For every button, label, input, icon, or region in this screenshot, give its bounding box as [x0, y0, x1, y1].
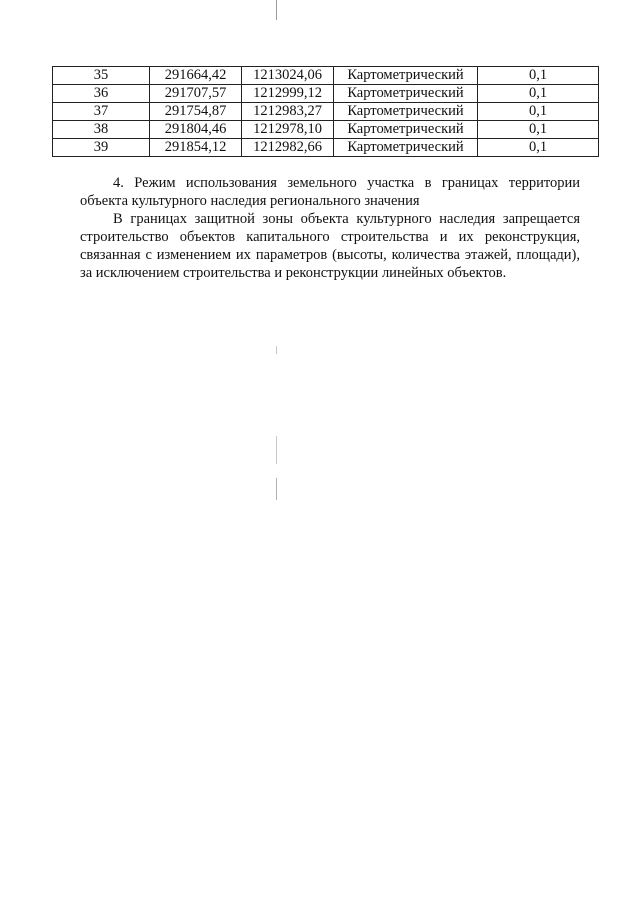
accuracy-cell: 0,1 — [478, 121, 599, 139]
method-cell: Картометрический — [334, 139, 478, 157]
accuracy-cell: 0,1 — [478, 85, 599, 103]
table-row — [53, 67, 599, 85]
x-coordinate-cell: 291804,46 — [150, 121, 242, 139]
method-cell: Картометрический — [334, 85, 478, 103]
accuracy-cell: 0,1 — [478, 67, 599, 85]
accuracy-cell: 0,1 — [478, 103, 599, 121]
method-cell: Картометрический — [334, 103, 478, 121]
point-number-cell: 35 — [53, 67, 150, 85]
method-cell: Картометрический — [334, 67, 478, 85]
section-paragraph: В границах защитной зоны объекта культурного наследия запрещается строительство объектов капитального строительства и их реконструкция, связанная с изменением их параметров (высоты, количества этажей, площади), за исключением строительства и реконструкции линейных объектов. — [80, 211, 580, 281]
point-number-cell: 38 — [53, 121, 150, 139]
table-row — [53, 103, 599, 121]
document-body — [80, 174, 580, 282]
y-coordinate-cell: 1212978,10 — [242, 121, 334, 139]
fold-mark — [276, 436, 277, 464]
x-coordinate-cell: 291854,12 — [150, 139, 242, 157]
table-row — [53, 85, 599, 103]
table-row — [53, 139, 599, 157]
y-coordinate-cell: 1213024,06 — [242, 67, 334, 85]
x-coordinate-cell: 291664,42 — [150, 67, 242, 85]
point-number-cell: 37 — [53, 103, 150, 121]
method-cell: Картометрический — [334, 121, 478, 139]
section-heading: 4. Режим использования земельного участка в границах территории объекта культурного наследия регионального значения — [80, 175, 580, 209]
x-coordinate-cell: 291754,87 — [150, 103, 242, 121]
point-number-cell: 36 — [53, 85, 150, 103]
y-coordinate-cell: 1212983,27 — [242, 103, 334, 121]
y-coordinate-cell: 1212982,66 — [242, 139, 334, 157]
x-coordinate-cell: 291707,57 — [150, 85, 242, 103]
fold-mark — [276, 478, 277, 500]
table-row — [53, 121, 599, 139]
fold-mark — [276, 346, 277, 354]
fold-mark — [276, 0, 277, 20]
point-number-cell: 39 — [53, 139, 150, 157]
accuracy-cell: 0,1 — [478, 139, 599, 157]
coordinates-table — [52, 66, 599, 157]
y-coordinate-cell: 1212999,12 — [242, 85, 334, 103]
